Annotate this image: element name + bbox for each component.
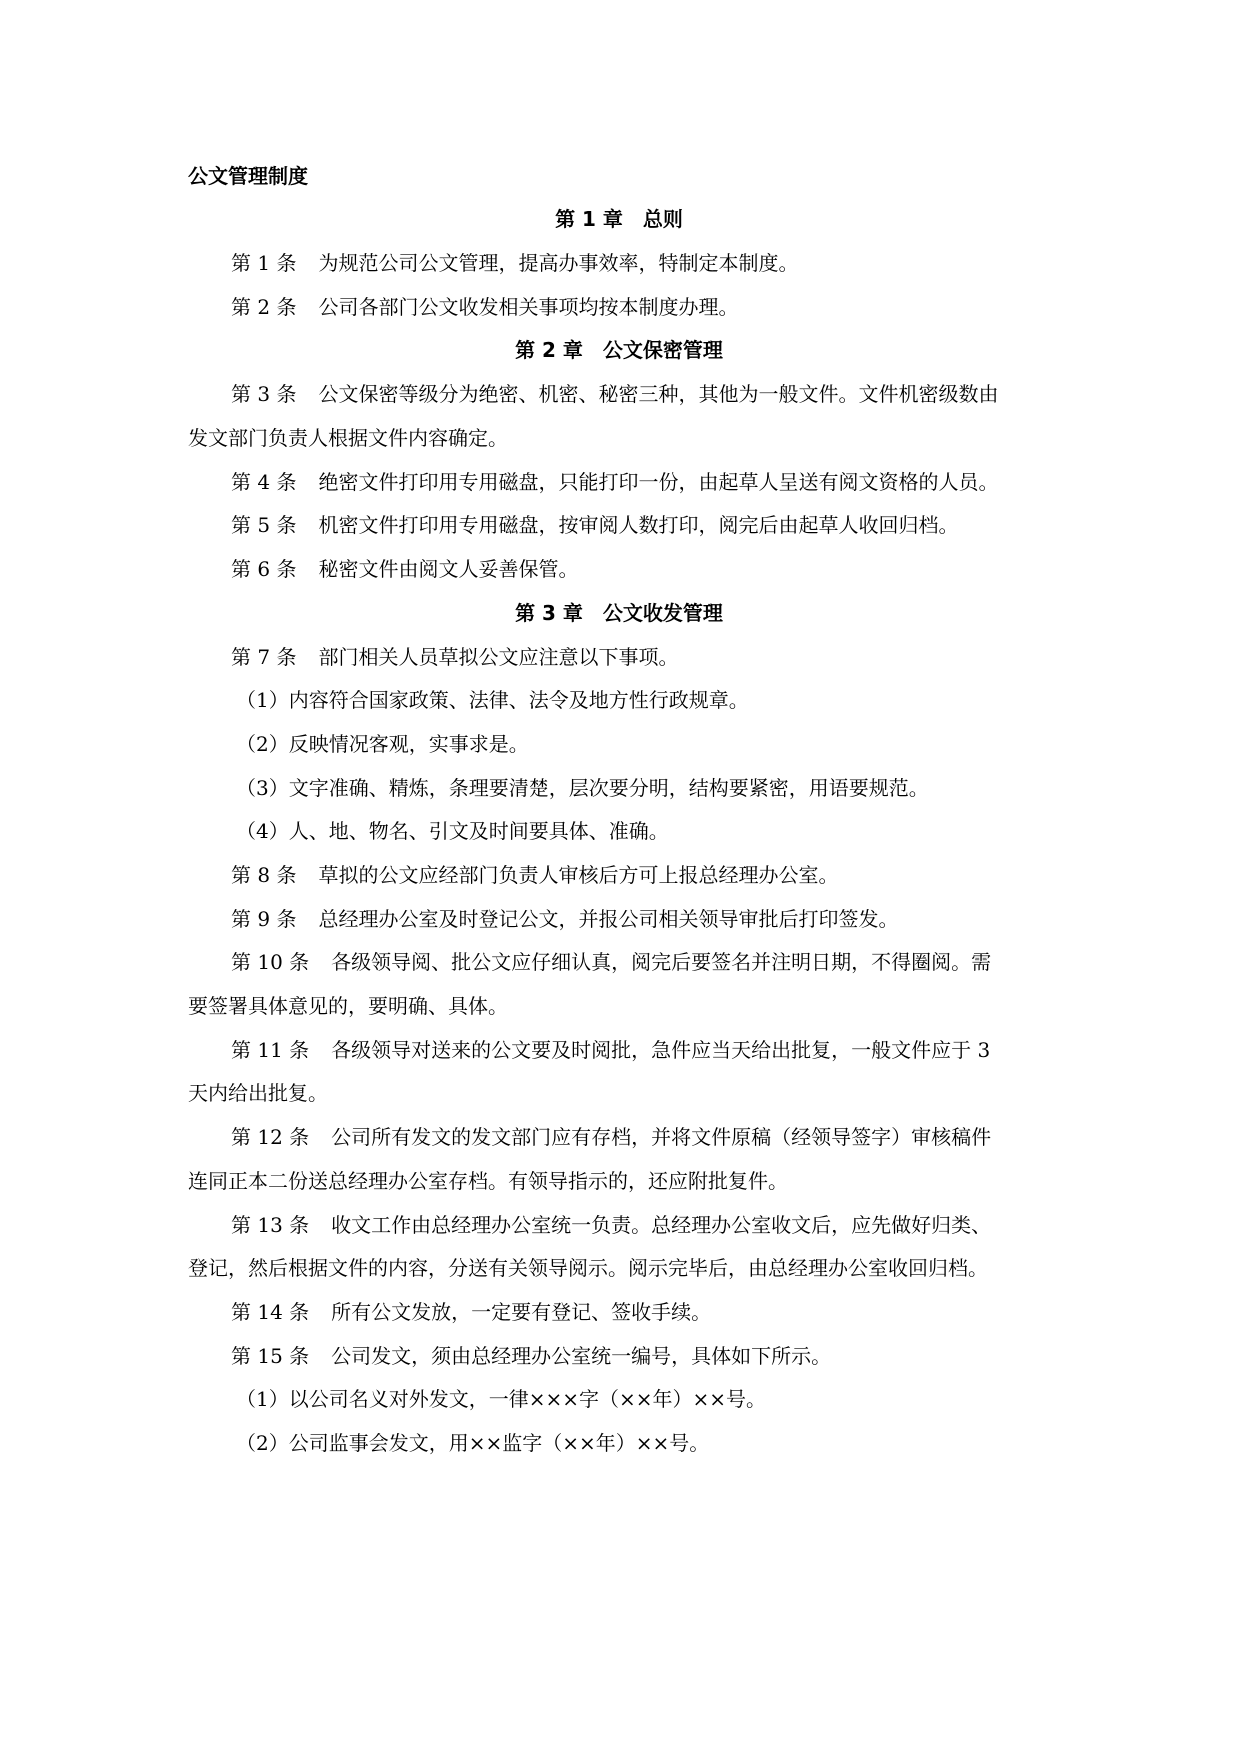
article-number: 第 15 条 (231, 1344, 310, 1368)
article-text: 总经理办公室及时登记公文，并报公司相关领导审批后打印签发。 (318, 907, 899, 931)
article-13 (231, 1211, 991, 1239)
article-text: 公文保密等级分为绝密、机密、秘密三种，其他为一般文件。文件机密级数由 (318, 382, 999, 406)
article-3-continuation: 发文部门负责人根据文件内容确定。 (188, 426, 508, 450)
article-text: 绝密文件打印用专用磁盘，只能打印一份，由起草人呈送有阅文资格的人员。 (318, 470, 999, 494)
article-text: 为规范公司公文管理，提高办事效率，特制定本制度。 (318, 251, 799, 275)
article-10 (231, 948, 991, 976)
article-text: 公司各部门公文收发相关事项均按本制度办理。 (318, 295, 739, 319)
article-9 (231, 905, 898, 933)
article-number: 第 5 条 (231, 513, 297, 537)
chapter-2-heading: 第 2 章 公文保密管理 (515, 338, 723, 362)
chapter-1-heading: 第 1 章 总则 (555, 207, 683, 231)
article-number: 第 12 条 (231, 1125, 310, 1149)
article-number: 第 8 条 (231, 863, 297, 887)
article-2 (231, 293, 738, 321)
article-number: 第 3 条 (231, 382, 297, 406)
article-text: 收文工作由总经理办公室统一负责。总经理办公室收文后，应先做好归类、 (331, 1213, 992, 1237)
article-text: 草拟的公文应经部门负责人审核后方可上报总经理办公室。 (318, 863, 839, 887)
list-item: （1）内容符合国家政策、法律、法令及地方性行政规章。 (236, 688, 749, 712)
list-item: （2）公司监事会发文，用××监字（××年）××号。 (236, 1431, 710, 1455)
article-number: 第 13 条 (231, 1213, 310, 1237)
list-item: （1）以公司名义对外发文，一律×××字（××年）××号。 (236, 1387, 767, 1411)
article-number: 第 4 条 (231, 470, 297, 494)
chapter-3-heading: 第 3 章 公文收发管理 (515, 601, 723, 625)
article-text: 所有公文发放，一定要有登记、签收手续。 (331, 1300, 712, 1324)
article-text: 机密文件打印用专用磁盘，按审阅人数打印，阅完后由起草人收回归档。 (318, 513, 959, 537)
document-title: 公文管理制度 (188, 164, 308, 188)
list-item: （2）反映情况客观，实事求是。 (236, 732, 529, 756)
article-number: 第 1 条 (231, 251, 297, 275)
article-1 (231, 249, 798, 277)
article-text: 各级领导阅、批公文应仔细认真，阅完后要签名并注明日期，不得圈阅。需 (331, 950, 992, 974)
article-14 (231, 1298, 711, 1326)
article-number: 第 7 条 (231, 645, 297, 669)
article-13-continuation: 登记，然后根据文件的内容，分送有关领导阅示。阅示完毕后，由总经理办公室收回归档。 (188, 1256, 988, 1280)
article-11 (231, 1036, 990, 1064)
article-text: 各级领导对送来的公文要及时阅批，急件应当天给出批复，一般文件应于 3 (331, 1038, 991, 1062)
article-5 (231, 511, 958, 539)
list-item: （4）人、地、物名、引文及时间要具体、准确。 (236, 819, 669, 843)
article-number: 第 2 条 (231, 295, 297, 319)
article-10-continuation: 要签署具体意见的，要明确、具体。 (188, 994, 508, 1018)
article-11-continuation: 天内给出批复。 (188, 1081, 328, 1105)
article-number: 第 11 条 (231, 1038, 310, 1062)
article-number: 第 10 条 (231, 950, 310, 974)
article-4 (231, 468, 998, 496)
article-number: 第 14 条 (231, 1300, 310, 1324)
article-text: 秘密文件由阅文人妥善保管。 (318, 557, 579, 581)
article-3 (231, 380, 998, 408)
article-6 (231, 555, 578, 583)
article-text: 公司所有发文的发文部门应有存档，并将文件原稿（经领导签字）审核稿件 (331, 1125, 992, 1149)
article-15 (231, 1342, 831, 1370)
article-text: 公司发文，须由总经理办公室统一编号，具体如下所示。 (331, 1344, 832, 1368)
article-number: 第 6 条 (231, 557, 297, 581)
article-text: 部门相关人员草拟公文应注意以下事项。 (318, 645, 679, 669)
article-7 (231, 643, 678, 671)
article-12 (231, 1123, 991, 1151)
article-12-continuation: 连同正本二份送总经理办公室存档。有领导指示的，还应附批复件。 (188, 1169, 788, 1193)
list-item: （3）文字准确、精炼，条理要清楚，层次要分明，结构要紧密，用语要规范。 (236, 776, 929, 800)
article-number: 第 9 条 (231, 907, 297, 931)
article-8 (231, 861, 838, 889)
